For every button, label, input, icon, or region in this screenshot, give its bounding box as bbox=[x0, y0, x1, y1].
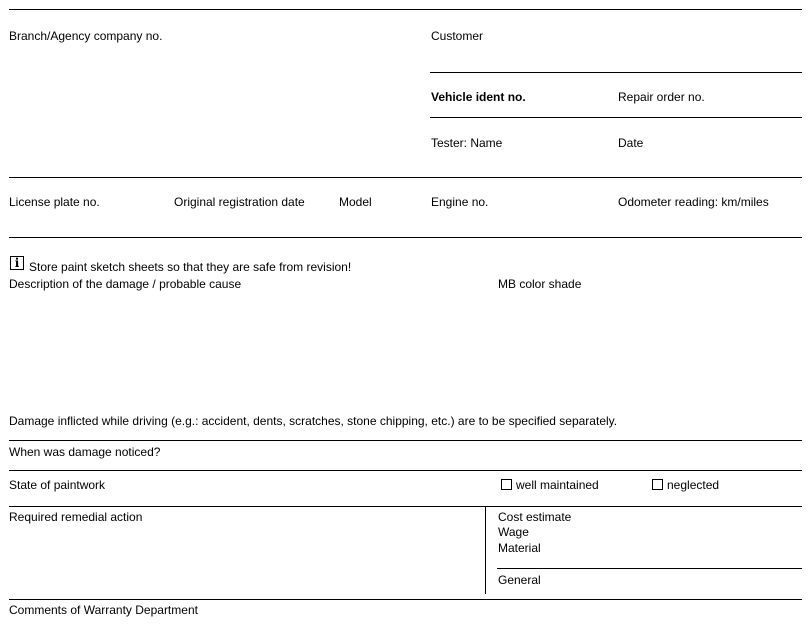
color-shade-label: MB color shade bbox=[498, 277, 582, 291]
damage-noticed-label: When was damage noticed? bbox=[9, 445, 161, 459]
license-plate-label: License plate no. bbox=[9, 195, 100, 209]
wage-label: Wage bbox=[498, 525, 529, 539]
remedial-bottom-rule bbox=[9, 599, 802, 600]
model-label: Model bbox=[339, 195, 372, 209]
info-icon: i bbox=[10, 256, 24, 270]
neglected-label: neglected bbox=[667, 478, 720, 492]
branch-label: Branch/Agency company no. bbox=[9, 29, 163, 43]
vehicle-ident-underline bbox=[430, 117, 802, 118]
original-registration-label: Original registration date bbox=[174, 195, 305, 209]
well-maintained-checkbox[interactable] bbox=[501, 479, 512, 490]
header-bottom-rule bbox=[9, 177, 802, 178]
damage-description-label: Description of the damage / probable cause bbox=[9, 277, 242, 291]
odometer-label: Odometer reading: km/miles bbox=[618, 195, 769, 209]
top-rule bbox=[9, 9, 802, 10]
vehicle-row-bottom-rule bbox=[9, 237, 802, 238]
warranty-comments-label: Comments of Warranty Department bbox=[9, 603, 198, 617]
customer-label: Customer bbox=[431, 29, 484, 43]
engine-label: Engine no. bbox=[431, 195, 489, 209]
general-rule bbox=[497, 568, 802, 569]
noticed-rule bbox=[9, 470, 802, 471]
cost-estimate-label: Cost estimate bbox=[498, 510, 572, 524]
paintwork-rule bbox=[9, 506, 802, 507]
general-label: General bbox=[498, 573, 541, 587]
date-label: Date bbox=[618, 136, 644, 150]
neglected-checkbox[interactable] bbox=[652, 479, 663, 490]
material-label: Material bbox=[498, 541, 541, 555]
driving-damage-rule bbox=[9, 440, 802, 441]
remedial-divider bbox=[485, 506, 486, 594]
driving-damage-note: Damage inflicted while driving (e.g.: accident, dents, scratches, stone chipping, etc.) are to be specified separately. bbox=[9, 414, 618, 428]
vehicle-ident-label: Vehicle ident no. bbox=[431, 90, 526, 104]
tester-label: Tester: Name bbox=[431, 136, 503, 150]
repair-order-label: Repair order no. bbox=[618, 90, 705, 104]
well-maintained-label: well maintained bbox=[516, 478, 599, 492]
remedial-action-label: Required remedial action bbox=[9, 510, 143, 524]
paintwork-label: State of paintwork bbox=[9, 478, 106, 492]
paint-sketch-note: Store paint sketch sheets so that they are safe from revision! bbox=[29, 260, 352, 274]
customer-underline bbox=[430, 72, 802, 73]
